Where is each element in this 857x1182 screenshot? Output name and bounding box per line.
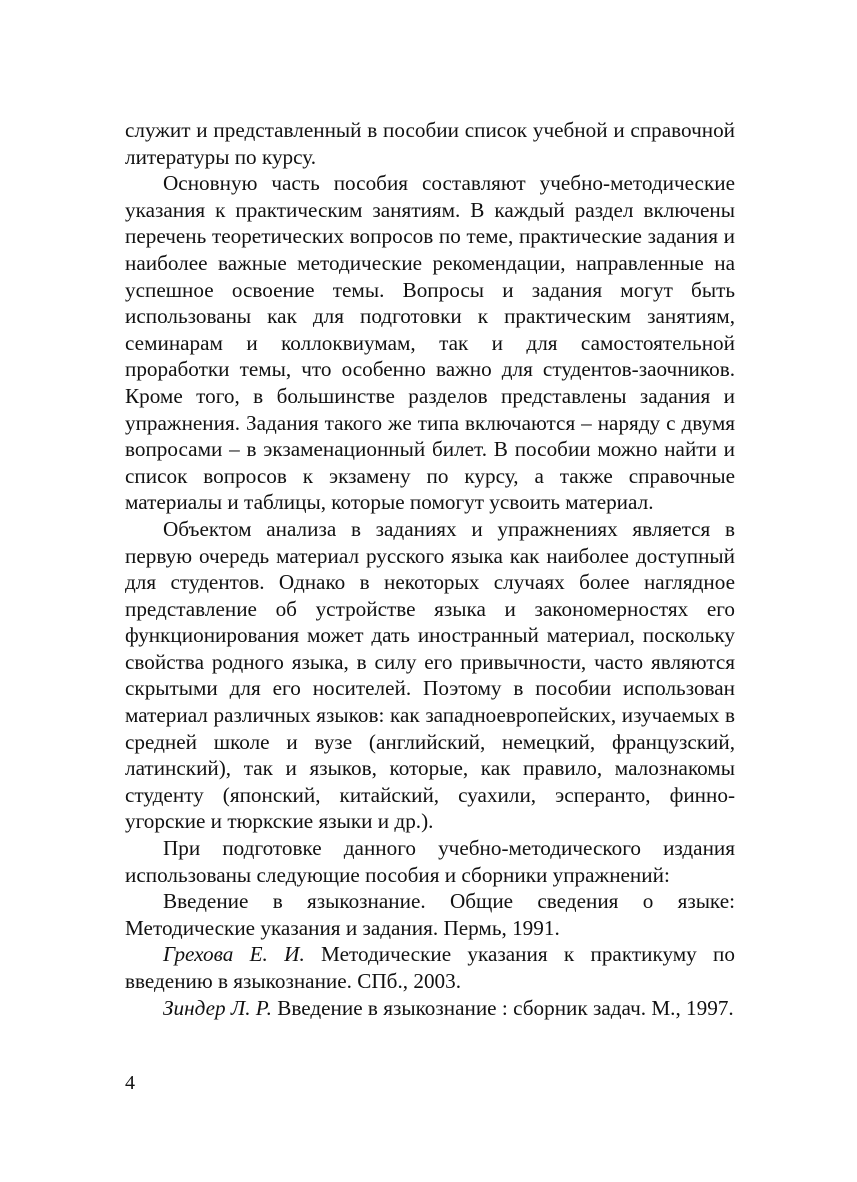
- reference-item: [125, 995, 735, 1022]
- reference-text: Методические указания к практикуму по введению в языкознание. СПб., 2003.: [125, 942, 735, 993]
- paragraph-continuation: служит и представленный в пособии список учебной и справочной литературы по курсу.: [125, 118, 735, 169]
- reference-text: Введение в языкознание : сборник задач. М., 1997.: [271, 995, 734, 1020]
- reference-author: Зиндер Л. Р.: [163, 995, 272, 1020]
- page-number: 4: [125, 1072, 135, 1094]
- paragraph-analysis-object: Объектом анализа в заданиях и упражнениях является в первую очередь материал русского языка как наиболее доступный для студентов. Однако в некоторых случаях более наглядное представление об устройстве языка и закономерностях его функционирования может дать иностранный материал, поскольку свойства родного языка, в силу его привычности, часто являются скрытыми для его носителей. Поэтому в пособии использован материал различных языков: как западноевропейских, изучаемых в средней школе и вузе (английский, немецкий, французский, латинский), так и языков, которые, как правило, малознакомы студенту (японский, китайский, суахили, эсперанто, финно-угорские и тюркские языки и др.).: [125, 516, 735, 834]
- reference-author: Грехова Е. И.: [163, 942, 305, 967]
- paragraph-sources-intro: При подготовке данного учебно-методического издания использованы следующие пособия и сборники упражнений:: [125, 836, 735, 887]
- body-text: [125, 117, 735, 1021]
- paragraph-main-part: Основную часть пособия составляют учебно-методические указания к практическим занятиям. В каждый раздел включены перечень теоретических вопросов по теме, практические задания и наиболее важные методические рекомендации, направленные на успешное освоение темы. Вопросы и задания могут быть использованы как для подготовки к практическим занятиям, семинарам и коллоквиумам, так и для самостоятельной проработки темы, что особенно важно для студентов-заочников. Кроме того, в большинстве разделов представлены задания и упражнения. Задания такого же типа включаются – наряду с двумя вопросами – в экзаменационный билет. В пособии можно найти и список вопросов к экзамену по курсу, а также справочные материалы и таблицы, которые помогут усвоить материал.: [125, 171, 735, 515]
- reference-item: Введение в языкознание. Общие сведения о языке: Методические указания и задания. Пермь, 1991.: [125, 889, 735, 940]
- reference-item: [125, 941, 735, 994]
